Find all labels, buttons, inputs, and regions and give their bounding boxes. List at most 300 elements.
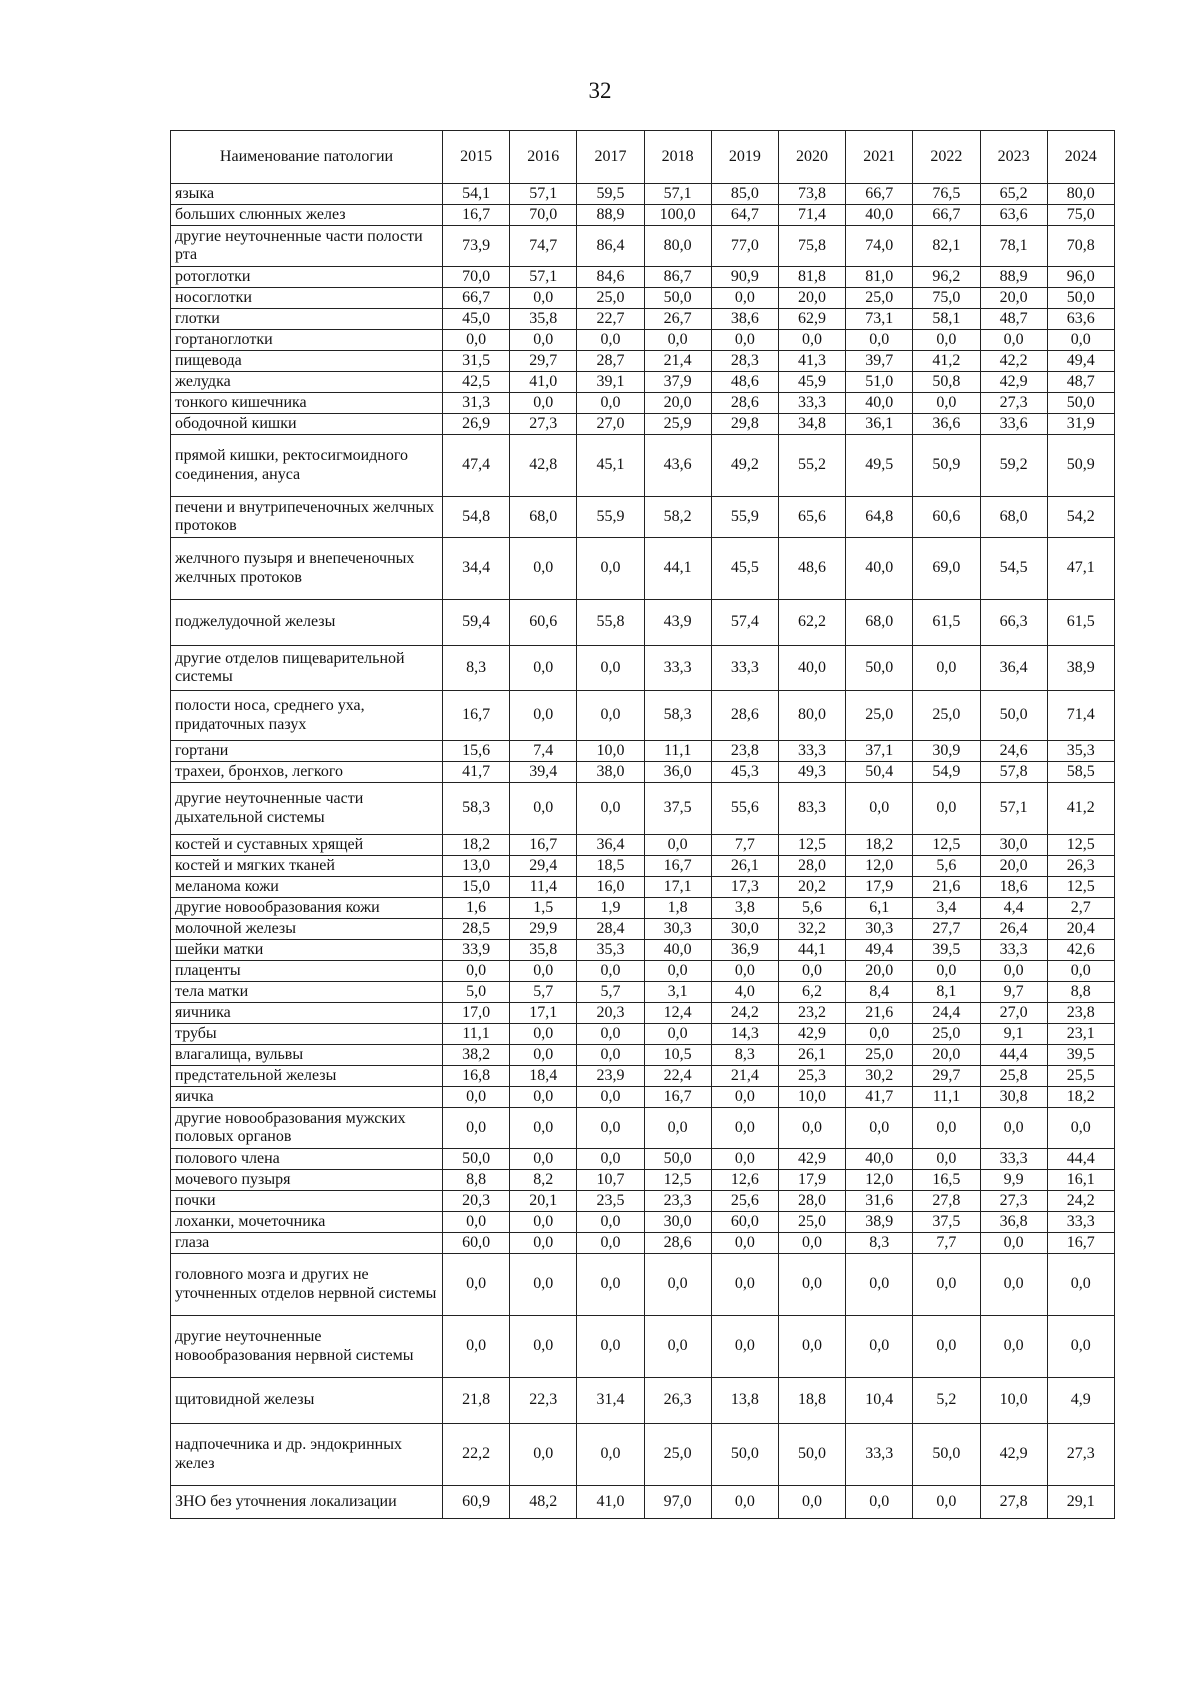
value-cell: 25,0 [644,1424,711,1486]
value-cell: 0,0 [577,1024,644,1045]
value-cell: 0,0 [913,646,980,691]
value-cell: 55,6 [711,783,778,835]
pathology-name: другие новообразования кожи [171,898,443,919]
pathology-name: яичка [171,1087,443,1108]
value-cell: 33,3 [1047,1212,1114,1233]
value-cell: 26,1 [711,856,778,877]
value-cell: 22,2 [443,1424,510,1486]
pathology-name: ротоглотки [171,267,443,288]
value-cell: 5,7 [510,982,577,1003]
value-cell: 0,0 [510,1149,577,1170]
pathology-name: другие неуточненные части дыхательной системы [171,783,443,835]
table-row [171,330,1115,351]
value-cell: 3,8 [711,898,778,919]
value-cell: 0,0 [846,1254,913,1316]
value-cell: 27,3 [980,393,1047,414]
value-cell: 64,7 [711,205,778,226]
value-cell: 36,4 [980,646,1047,691]
value-cell: 47,1 [1047,538,1114,600]
value-cell: 61,5 [1047,600,1114,646]
value-cell: 40,0 [846,538,913,600]
value-cell: 21,4 [644,351,711,372]
value-cell: 58,3 [644,691,711,741]
header-year: 2016 [510,131,577,184]
value-cell: 50,0 [913,1424,980,1486]
value-cell: 54,5 [980,538,1047,600]
value-cell: 0,0 [778,330,845,351]
value-cell: 65,2 [980,184,1047,205]
value-cell: 1,6 [443,898,510,919]
table-body [171,184,1115,1519]
value-cell: 38,9 [846,1212,913,1233]
value-cell: 0,0 [980,1108,1047,1149]
value-cell: 50,0 [644,1149,711,1170]
value-cell: 41,3 [778,351,845,372]
value-cell: 50,0 [846,646,913,691]
value-cell: 14,3 [711,1024,778,1045]
value-cell: 41,7 [443,762,510,783]
value-cell: 20,2 [778,877,845,898]
value-cell: 8,3 [846,1233,913,1254]
value-cell: 8,8 [443,1170,510,1191]
value-cell: 28,5 [443,919,510,940]
value-cell: 10,0 [980,1378,1047,1424]
value-cell: 63,6 [980,205,1047,226]
table-row [171,1254,1115,1316]
pathology-name: желудка [171,372,443,393]
value-cell: 48,2 [510,1486,577,1519]
value-cell: 70,0 [443,267,510,288]
value-cell: 60,0 [711,1212,778,1233]
value-cell: 50,0 [1047,288,1114,309]
value-cell: 16,1 [1047,1170,1114,1191]
value-cell: 71,4 [778,205,845,226]
value-cell: 0,0 [577,1149,644,1170]
value-cell: 0,0 [510,961,577,982]
value-cell: 65,6 [778,497,845,538]
value-cell: 0,0 [846,1108,913,1149]
table-row [171,1066,1115,1087]
pathology-name: пищевода [171,351,443,372]
header-year: 2017 [577,131,644,184]
value-cell: 0,0 [577,393,644,414]
value-cell: 25,0 [846,288,913,309]
value-cell: 38,2 [443,1045,510,1066]
value-cell: 26,4 [980,919,1047,940]
value-cell: 60,6 [913,497,980,538]
value-cell: 59,2 [980,435,1047,497]
value-cell: 74,0 [846,226,913,267]
value-cell: 39,7 [846,351,913,372]
value-cell: 84,6 [577,267,644,288]
value-cell: 0,0 [577,1045,644,1066]
value-cell: 0,0 [443,330,510,351]
value-cell: 70,0 [510,205,577,226]
value-cell: 31,9 [1047,414,1114,435]
value-cell: 12,5 [1047,877,1114,898]
value-cell: 27,8 [980,1486,1047,1519]
value-cell: 44,4 [1047,1149,1114,1170]
value-cell: 0,0 [711,961,778,982]
value-cell: 23,9 [577,1066,644,1087]
value-cell: 38,9 [1047,646,1114,691]
pathology-name: меланома кожи [171,877,443,898]
value-cell: 21,8 [443,1378,510,1424]
value-cell: 0,0 [846,1316,913,1378]
value-cell: 17,1 [644,877,711,898]
value-cell: 16,7 [443,691,510,741]
value-cell: 50,8 [913,372,980,393]
pathology-name: щитовидной железы [171,1378,443,1424]
table-row [171,982,1115,1003]
value-cell: 42,5 [443,372,510,393]
header-year: 2024 [1047,131,1114,184]
value-cell: 0,0 [711,1254,778,1316]
value-cell: 0,0 [443,961,510,982]
value-cell: 0,0 [913,1254,980,1316]
value-cell: 73,8 [778,184,845,205]
value-cell: 40,0 [644,940,711,961]
value-cell: 57,1 [980,783,1047,835]
value-cell: 97,0 [644,1486,711,1519]
value-cell: 0,0 [577,1254,644,1316]
value-cell: 66,7 [913,205,980,226]
header-year: 2022 [913,131,980,184]
value-cell: 0,0 [510,1254,577,1316]
value-cell: 20,0 [980,288,1047,309]
value-cell: 3,4 [913,898,980,919]
value-cell: 0,0 [510,1233,577,1254]
value-cell: 24,2 [1047,1191,1114,1212]
pathology-name: гортани [171,741,443,762]
value-cell: 60,6 [510,600,577,646]
value-cell: 80,0 [644,226,711,267]
value-cell: 50,0 [443,1149,510,1170]
value-cell: 17,9 [846,877,913,898]
value-cell: 80,0 [778,691,845,741]
value-cell: 50,0 [980,691,1047,741]
value-cell: 49,3 [778,762,845,783]
value-cell: 0,0 [644,1108,711,1149]
value-cell: 0,0 [510,1045,577,1066]
value-cell: 0,0 [1047,330,1114,351]
value-cell: 20,1 [510,1191,577,1212]
value-cell: 42,9 [980,1424,1047,1486]
value-cell: 37,9 [644,372,711,393]
pathology-name: полового члена [171,1149,443,1170]
value-cell: 0,0 [980,961,1047,982]
table-row [171,898,1115,919]
value-cell: 20,4 [1047,919,1114,940]
pathology-name: трубы [171,1024,443,1045]
value-cell: 0,0 [980,1233,1047,1254]
value-cell: 28,3 [711,351,778,372]
value-cell: 38,0 [577,762,644,783]
value-cell: 59,4 [443,600,510,646]
value-cell: 5,0 [443,982,510,1003]
value-cell: 28,0 [778,856,845,877]
value-cell: 28,0 [778,1191,845,1212]
value-cell: 12,6 [711,1170,778,1191]
value-cell: 20,0 [846,961,913,982]
value-cell: 16,5 [913,1170,980,1191]
value-cell: 0,0 [510,1024,577,1045]
table-row [171,267,1115,288]
value-cell: 68,0 [980,497,1047,538]
value-cell: 33,3 [846,1424,913,1486]
value-cell: 0,0 [577,691,644,741]
value-cell: 78,1 [980,226,1047,267]
value-cell: 0,0 [913,1108,980,1149]
value-cell: 10,0 [778,1087,845,1108]
value-cell: 9,9 [980,1170,1047,1191]
table-row [171,856,1115,877]
value-cell: 57,8 [980,762,1047,783]
pathology-name: поджелудочной железы [171,600,443,646]
value-cell: 75,0 [913,288,980,309]
table-row [171,741,1115,762]
value-cell: 42,6 [1047,940,1114,961]
table-row [171,877,1115,898]
value-cell: 27,8 [913,1191,980,1212]
value-cell: 58,1 [913,309,980,330]
value-cell: 39,5 [913,940,980,961]
value-cell: 0,0 [577,646,644,691]
pathology-name: другие новообразования мужских половых органов [171,1108,443,1149]
value-cell: 7,7 [913,1233,980,1254]
value-cell: 21,6 [846,1003,913,1024]
value-cell: 86,7 [644,267,711,288]
value-cell: 35,8 [510,940,577,961]
value-cell: 25,0 [913,691,980,741]
value-cell: 15,0 [443,877,510,898]
value-cell: 20,0 [778,288,845,309]
value-cell: 0,0 [510,783,577,835]
value-cell: 29,7 [913,1066,980,1087]
pathology-name: тонкого кишечника [171,393,443,414]
value-cell: 34,4 [443,538,510,600]
table-row [171,1003,1115,1024]
value-cell: 50,0 [1047,393,1114,414]
value-cell: 44,4 [980,1045,1047,1066]
value-cell: 8,3 [711,1045,778,1066]
pathology-name: другие отделов пищеварительной системы [171,646,443,691]
value-cell: 21,4 [711,1066,778,1087]
value-cell: 63,6 [1047,309,1114,330]
table-row [171,691,1115,741]
table-row [171,1087,1115,1108]
value-cell: 75,0 [1047,205,1114,226]
pathology-name: яичника [171,1003,443,1024]
value-cell: 10,5 [644,1045,711,1066]
pathology-name: глотки [171,309,443,330]
value-cell: 0,0 [711,288,778,309]
pathology-name: другие неуточненные части полости рта [171,226,443,267]
value-cell: 29,4 [510,856,577,877]
table-row [171,1108,1115,1149]
value-cell: 10,7 [577,1170,644,1191]
value-cell: 28,6 [644,1233,711,1254]
value-cell: 0,0 [846,330,913,351]
value-cell: 0,0 [846,783,913,835]
value-cell: 12,4 [644,1003,711,1024]
value-cell: 86,4 [577,226,644,267]
value-cell: 43,6 [644,435,711,497]
table-row [171,372,1115,393]
value-cell: 49,4 [846,940,913,961]
value-cell: 68,0 [510,497,577,538]
table-row [171,762,1115,783]
value-cell: 18,5 [577,856,644,877]
value-cell: 16,7 [1047,1233,1114,1254]
value-cell: 23,1 [1047,1024,1114,1045]
value-cell: 8,2 [510,1170,577,1191]
value-cell: 3,1 [644,982,711,1003]
value-cell: 45,1 [577,435,644,497]
value-cell: 0,0 [711,1108,778,1149]
value-cell: 29,7 [510,351,577,372]
value-cell: 7,7 [711,835,778,856]
value-cell: 18,6 [980,877,1047,898]
value-cell: 20,3 [443,1191,510,1212]
value-cell: 26,7 [644,309,711,330]
value-cell: 0,0 [778,1316,845,1378]
pathology-name: тела матки [171,982,443,1003]
value-cell: 10,4 [846,1378,913,1424]
value-cell: 0,0 [644,1316,711,1378]
value-cell: 30,8 [980,1087,1047,1108]
pathology-name: глаза [171,1233,443,1254]
value-cell: 5,7 [577,982,644,1003]
value-cell: 30,3 [644,919,711,940]
value-cell: 75,8 [778,226,845,267]
value-cell: 35,8 [510,309,577,330]
header-year: 2023 [980,131,1047,184]
value-cell: 45,0 [443,309,510,330]
value-cell: 0,0 [510,646,577,691]
value-cell: 30,2 [846,1066,913,1087]
value-cell: 71,4 [1047,691,1114,741]
value-cell: 82,1 [913,226,980,267]
value-cell: 4,9 [1047,1378,1114,1424]
value-cell: 45,3 [711,762,778,783]
value-cell: 0,0 [443,1212,510,1233]
value-cell: 41,7 [846,1087,913,1108]
value-cell: 12,5 [913,835,980,856]
value-cell: 96,0 [1047,267,1114,288]
pathology-name: мочевого пузыря [171,1170,443,1191]
table-row [171,1149,1115,1170]
value-cell: 58,5 [1047,762,1114,783]
header-year: 2021 [846,131,913,184]
value-cell: 25,0 [846,1045,913,1066]
value-cell: 30,0 [711,919,778,940]
value-cell: 49,2 [711,435,778,497]
value-cell: 9,7 [980,982,1047,1003]
value-cell: 0,0 [443,1108,510,1149]
value-cell: 7,4 [510,741,577,762]
value-cell: 0,0 [1047,1108,1114,1149]
value-cell: 25,8 [980,1066,1047,1087]
value-cell: 0,0 [913,1149,980,1170]
value-cell: 12,5 [644,1170,711,1191]
pathology-name: молочной железы [171,919,443,940]
value-cell: 0,0 [443,1254,510,1316]
value-cell: 0,0 [510,330,577,351]
value-cell: 38,6 [711,309,778,330]
value-cell: 16,7 [644,1087,711,1108]
value-cell: 0,0 [778,1233,845,1254]
value-cell: 54,1 [443,184,510,205]
pathology-name: языка [171,184,443,205]
pathology-name: прямой кишки, ректосигмоидного соединения, ануса [171,435,443,497]
table-row [171,1191,1115,1212]
value-cell: 88,9 [577,205,644,226]
value-cell: 23,2 [778,1003,845,1024]
value-cell: 6,1 [846,898,913,919]
value-cell: 60,9 [443,1486,510,1519]
value-cell: 62,9 [778,309,845,330]
value-cell: 18,8 [778,1378,845,1424]
value-cell: 39,1 [577,372,644,393]
value-cell: 57,4 [711,600,778,646]
value-cell: 41,2 [913,351,980,372]
value-cell: 25,0 [778,1212,845,1233]
value-cell: 74,7 [510,226,577,267]
value-cell: 0,0 [510,691,577,741]
value-cell: 1,5 [510,898,577,919]
value-cell: 15,6 [443,741,510,762]
value-cell: 32,2 [778,919,845,940]
value-cell: 18,4 [510,1066,577,1087]
value-cell: 57,1 [644,184,711,205]
value-cell: 54,8 [443,497,510,538]
value-cell: 66,3 [980,600,1047,646]
table-row [171,538,1115,600]
value-cell: 1,8 [644,898,711,919]
table-row [171,1378,1115,1424]
value-cell: 24,4 [913,1003,980,1024]
value-cell: 80,0 [1047,184,1114,205]
value-cell: 0,0 [577,783,644,835]
value-cell: 42,9 [778,1024,845,1045]
value-cell: 10,0 [577,741,644,762]
pathology-name: трахеи, бронхов, легкого [171,762,443,783]
table-row [171,309,1115,330]
value-cell: 16,7 [644,856,711,877]
value-cell: 57,1 [510,184,577,205]
value-cell: 0,0 [510,1316,577,1378]
value-cell: 24,6 [980,741,1047,762]
value-cell: 11,4 [510,877,577,898]
value-cell: 33,3 [980,1149,1047,1170]
value-cell: 24,2 [711,1003,778,1024]
value-cell: 0,0 [577,1108,644,1149]
value-cell: 25,0 [846,691,913,741]
value-cell: 76,5 [913,184,980,205]
value-cell: 50,0 [711,1424,778,1486]
value-cell: 6,2 [778,982,845,1003]
value-cell: 54,9 [913,762,980,783]
table-row [171,288,1115,309]
value-cell: 0,0 [846,1486,913,1519]
pathology-name: другие неуточненные новообразования нервной системы [171,1316,443,1378]
table-row [171,393,1115,414]
table-row [171,497,1115,538]
table-row [171,940,1115,961]
value-cell: 66,7 [846,184,913,205]
table-row [171,205,1115,226]
